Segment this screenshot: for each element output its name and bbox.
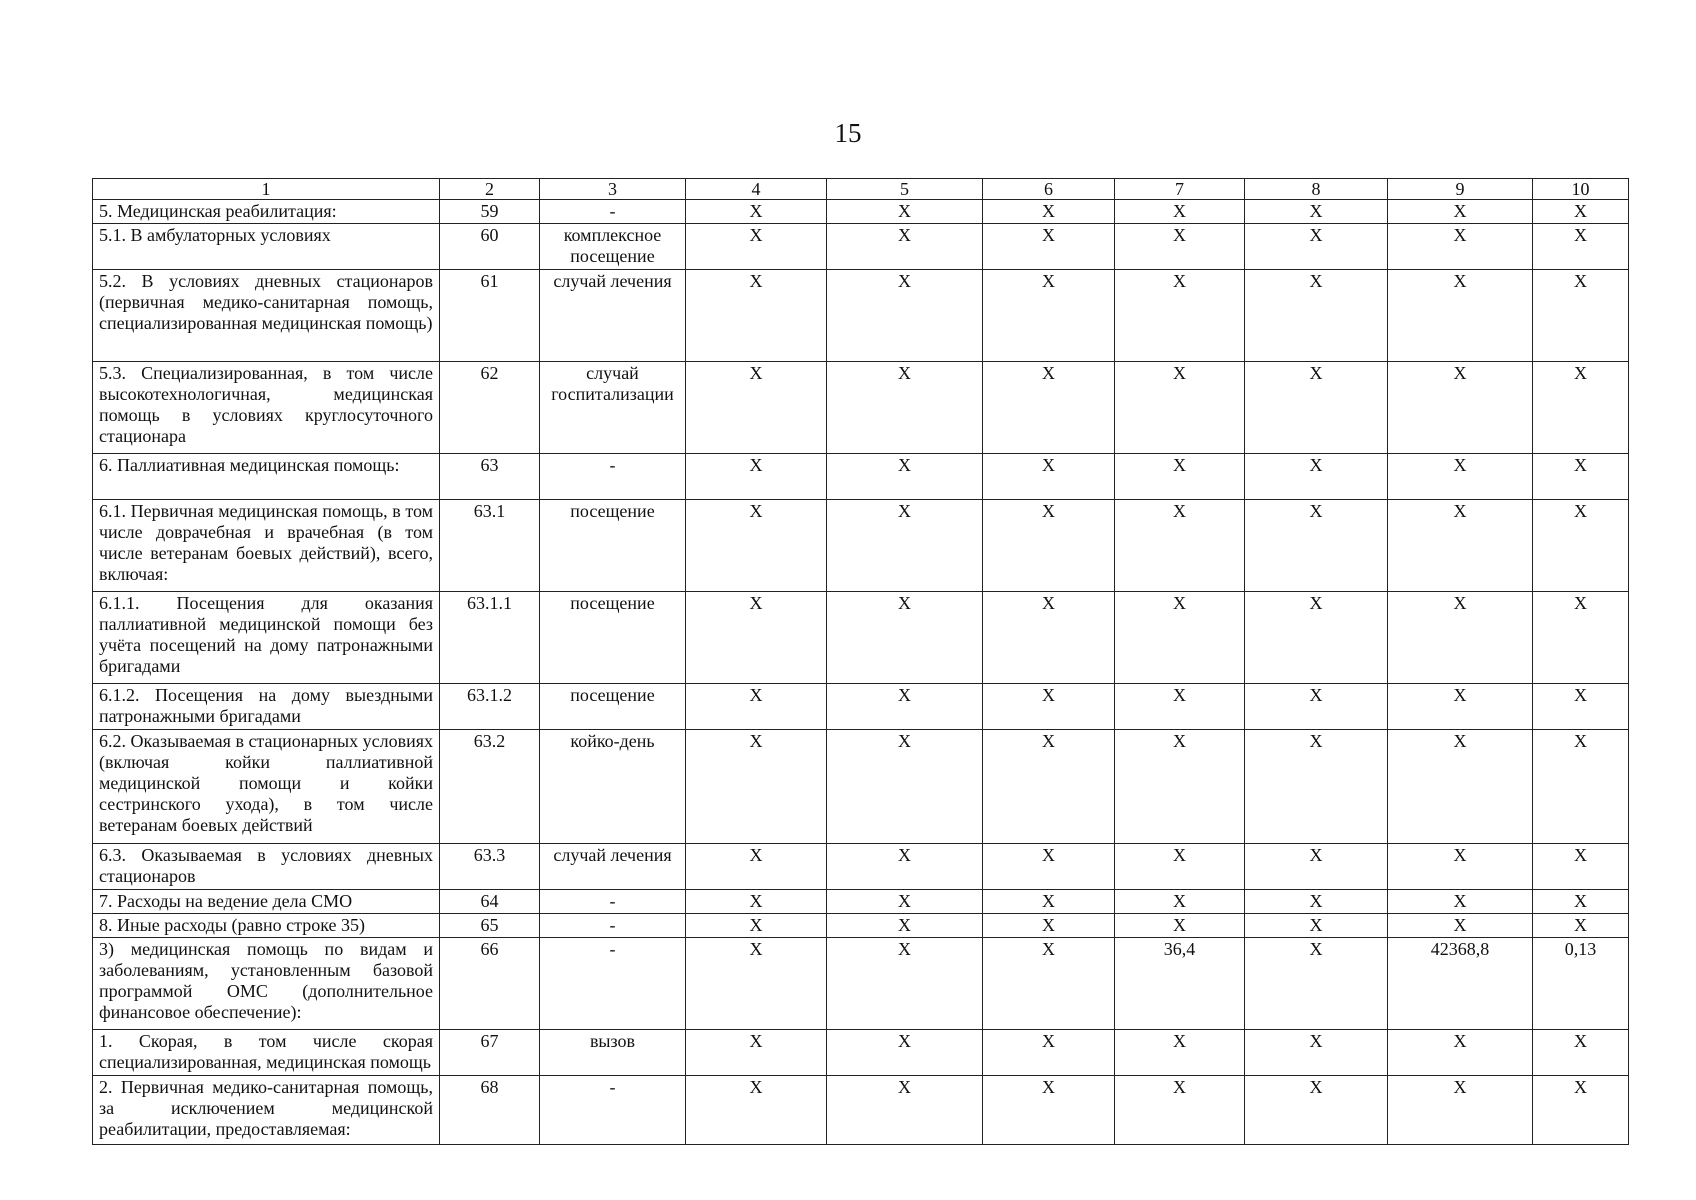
table-cell: Х: [1245, 914, 1388, 938]
table-cell: Х: [686, 844, 827, 890]
table-row: [93, 200, 1629, 224]
column-number: 10: [1533, 179, 1629, 200]
table-cell: Х: [983, 200, 1115, 224]
column-number: 7: [1115, 179, 1245, 200]
table-row: [93, 1030, 1629, 1076]
table-cell: Х: [1533, 270, 1629, 362]
row-unit: посещение: [540, 684, 686, 730]
table-cell: Х: [1115, 890, 1245, 914]
table-row: [93, 890, 1629, 914]
table-cell: Х: [1388, 914, 1533, 938]
table-cell: Х: [1533, 844, 1629, 890]
column-number: 9: [1388, 179, 1533, 200]
table-cell: Х: [686, 914, 827, 938]
table-cell: Х: [827, 914, 983, 938]
table-cell: Х: [1388, 270, 1533, 362]
table-row: [93, 270, 1629, 362]
table-cell: Х: [1245, 270, 1388, 362]
table-cell: Х: [983, 730, 1115, 844]
table-cell: Х: [1533, 684, 1629, 730]
row-unit: -: [540, 938, 686, 1030]
table-cell: Х: [1245, 1030, 1388, 1076]
table-cell: Х: [1115, 454, 1245, 500]
table-cell: Х: [1388, 500, 1533, 592]
row-label: 1. Скорая, в том числе скорая специализированная, медицинская помощь: [93, 1030, 440, 1076]
table-cell: Х: [1533, 454, 1629, 500]
table-cell: Х: [1245, 592, 1388, 684]
table-cell: Х: [983, 500, 1115, 592]
table-row: [93, 224, 1629, 270]
table-cell: 42368,8: [1388, 938, 1533, 1030]
row-code: 63.1.1: [440, 592, 540, 684]
table-cell: Х: [827, 1030, 983, 1076]
row-label: 7. Расходы на ведение дела СМО: [93, 890, 440, 914]
table-cell: Х: [1115, 914, 1245, 938]
table-cell: Х: [1245, 500, 1388, 592]
table-cell: Х: [686, 454, 827, 500]
table-row: [93, 500, 1629, 592]
table-cell: Х: [1115, 684, 1245, 730]
table-cell: Х: [827, 592, 983, 684]
table-cell: Х: [1388, 224, 1533, 270]
table-cell: Х: [1245, 1076, 1388, 1145]
row-label: 6. Паллиативная медицинская помощь:: [93, 454, 440, 500]
table-cell: Х: [686, 1030, 827, 1076]
table-cell: Х: [983, 890, 1115, 914]
table-cell: Х: [827, 500, 983, 592]
table-cell: Х: [686, 684, 827, 730]
table-cell: Х: [686, 270, 827, 362]
table-body: [93, 179, 1629, 1145]
table-cell: Х: [686, 224, 827, 270]
table-cell: Х: [1533, 890, 1629, 914]
table-cell: Х: [686, 730, 827, 844]
row-label: 3) медицинская помощь по видам и заболеваниям, установленным базовой программой ОМС (дополнительное финансовое обеспечение):: [93, 938, 440, 1030]
table-cell: Х: [1388, 200, 1533, 224]
table-cell: Х: [686, 592, 827, 684]
table-cell: Х: [1533, 224, 1629, 270]
table-cell: Х: [686, 362, 827, 454]
data-table: [92, 178, 1629, 1145]
table-cell: Х: [1245, 200, 1388, 224]
row-unit: случай лечения: [540, 270, 686, 362]
table-row: [93, 938, 1629, 1030]
table-cell: Х: [983, 844, 1115, 890]
row-code: 61: [440, 270, 540, 362]
table-cell: Х: [827, 890, 983, 914]
row-unit: койко-день: [540, 730, 686, 844]
table-cell: 0,13: [1533, 938, 1629, 1030]
row-label: 6.1. Первичная медицинская помощь, в том числе доврачебная и врачебная (в том числе ветеранам боевых действий), всего, включая:: [93, 500, 440, 592]
table-cell: Х: [686, 938, 827, 1030]
table-row: [93, 844, 1629, 890]
column-number: 2: [440, 179, 540, 200]
row-code: 64: [440, 890, 540, 914]
table-cell: Х: [983, 592, 1115, 684]
row-code: 68: [440, 1076, 540, 1145]
page-number: 15: [834, 118, 862, 148]
table-cell: Х: [983, 1076, 1115, 1145]
table-cell: Х: [1115, 1076, 1245, 1145]
table-cell: Х: [1245, 362, 1388, 454]
table-cell: Х: [1533, 730, 1629, 844]
table-cell: Х: [1388, 844, 1533, 890]
table-cell: Х: [1245, 454, 1388, 500]
row-label: 2. Первичная медико-санитарная помощь, за исключением медицинской реабилитации, предоставляемая:: [93, 1076, 440, 1145]
row-code: 63.2: [440, 730, 540, 844]
column-number: 8: [1245, 179, 1388, 200]
row-unit: случай лечения: [540, 844, 686, 890]
row-label: 5. Медицинская реабилитация:: [93, 200, 440, 224]
table-cell: Х: [1533, 362, 1629, 454]
table-cell: Х: [827, 200, 983, 224]
row-code: 65: [440, 914, 540, 938]
row-unit: вызов: [540, 1030, 686, 1076]
table-cell: Х: [1115, 844, 1245, 890]
table-row: [93, 362, 1629, 454]
table-row: [93, 1076, 1629, 1145]
table-cell: Х: [1245, 890, 1388, 914]
table-cell: Х: [827, 224, 983, 270]
table-cell: Х: [1115, 270, 1245, 362]
table-cell: Х: [983, 914, 1115, 938]
table-cell: Х: [1115, 200, 1245, 224]
table-cell: Х: [983, 938, 1115, 1030]
row-code: 63.1: [440, 500, 540, 592]
row-label: 5.3. Специализированная, в том числе высокотехнологичная, медицинская помощь в условиях круглосуточного стационара: [93, 362, 440, 454]
row-unit: случай госпитализации: [540, 362, 686, 454]
table-cell: Х: [827, 938, 983, 1030]
row-code: 67: [440, 1030, 540, 1076]
table-cell: Х: [1388, 362, 1533, 454]
row-unit: -: [540, 890, 686, 914]
table-cell: Х: [1245, 730, 1388, 844]
table-cell: Х: [1533, 914, 1629, 938]
table-cell: Х: [686, 200, 827, 224]
table-cell: Х: [1533, 1030, 1629, 1076]
table-cell: Х: [827, 454, 983, 500]
table-cell: Х: [983, 224, 1115, 270]
column-number: 4: [686, 179, 827, 200]
table-cell: Х: [1388, 1030, 1533, 1076]
table-cell: 36,4: [1115, 938, 1245, 1030]
row-unit: -: [540, 454, 686, 500]
table-cell: Х: [1115, 730, 1245, 844]
table-cell: Х: [1245, 938, 1388, 1030]
table-cell: Х: [1245, 224, 1388, 270]
row-label: 6.1.1. Посещения для оказания паллиативной медицинской помощи без учёта посещений на дому патронажными бригадами: [93, 592, 440, 684]
table-cell: Х: [1388, 730, 1533, 844]
table-cell: Х: [827, 730, 983, 844]
table-cell: Х: [1533, 200, 1629, 224]
table-cell: Х: [1533, 1076, 1629, 1145]
table-cell: Х: [1388, 1076, 1533, 1145]
column-number: 5: [827, 179, 983, 200]
row-code: 63.3: [440, 844, 540, 890]
table-cell: Х: [1115, 224, 1245, 270]
table-cell: Х: [686, 500, 827, 592]
column-number: 1: [93, 179, 440, 200]
row-label: 8. Иные расходы (равно строке 35): [93, 914, 440, 938]
row-label: 6.2. Оказываемая в стационарных условиях (включая койки паллиативной медицинской помощи и койки сестринского ухода), в том числе ветеранам боевых действий: [93, 730, 440, 844]
table-cell: Х: [827, 270, 983, 362]
row-unit: посещение: [540, 500, 686, 592]
table-cell: Х: [827, 1076, 983, 1145]
row-code: 60: [440, 224, 540, 270]
row-label: 6.1.2. Посещения на дому выездными патронажными бригадами: [93, 684, 440, 730]
table-cell: Х: [1115, 500, 1245, 592]
table-cell: Х: [827, 844, 983, 890]
table-row: [93, 684, 1629, 730]
table-cell: Х: [1388, 592, 1533, 684]
column-number-row: [93, 179, 1629, 200]
row-label: 5.1. В амбулаторных условиях: [93, 224, 440, 270]
row-label: 5.2. В условиях дневных стационаров (первичная медико-санитарная помощь, специализированная медицинская помощь): [93, 270, 440, 362]
table-cell: Х: [1115, 592, 1245, 684]
table-row: [93, 454, 1629, 500]
table-cell: Х: [1245, 684, 1388, 730]
table-cell: Х: [827, 362, 983, 454]
table-row: [93, 730, 1629, 844]
table-cell: Х: [983, 362, 1115, 454]
table-row: [93, 592, 1629, 684]
row-code: 63.1.2: [440, 684, 540, 730]
table-cell: Х: [1115, 362, 1245, 454]
table-row: [93, 914, 1629, 938]
table-cell: Х: [1388, 684, 1533, 730]
row-code: 62: [440, 362, 540, 454]
row-unit: посещение: [540, 592, 686, 684]
row-label: 6.3. Оказываемая в условиях дневных стационаров: [93, 844, 440, 890]
table-cell: Х: [686, 1076, 827, 1145]
row-unit: -: [540, 200, 686, 224]
table-cell: Х: [1115, 1030, 1245, 1076]
table-cell: Х: [983, 270, 1115, 362]
table-cell: Х: [983, 454, 1115, 500]
table-cell: Х: [983, 1030, 1115, 1076]
row-code: 63: [440, 454, 540, 500]
row-code: 66: [440, 938, 540, 1030]
table-cell: Х: [1388, 890, 1533, 914]
column-number: 3: [540, 179, 686, 200]
table-cell: Х: [1533, 500, 1629, 592]
table-cell: Х: [686, 890, 827, 914]
table-cell: Х: [1245, 844, 1388, 890]
row-unit: комплексное посещение: [540, 224, 686, 270]
row-code: 59: [440, 200, 540, 224]
column-number: 6: [983, 179, 1115, 200]
table-cell: Х: [1388, 454, 1533, 500]
row-unit: -: [540, 914, 686, 938]
row-unit: -: [540, 1076, 686, 1145]
table-cell: Х: [983, 684, 1115, 730]
table-cell: Х: [827, 684, 983, 730]
table-cell: Х: [1533, 592, 1629, 684]
